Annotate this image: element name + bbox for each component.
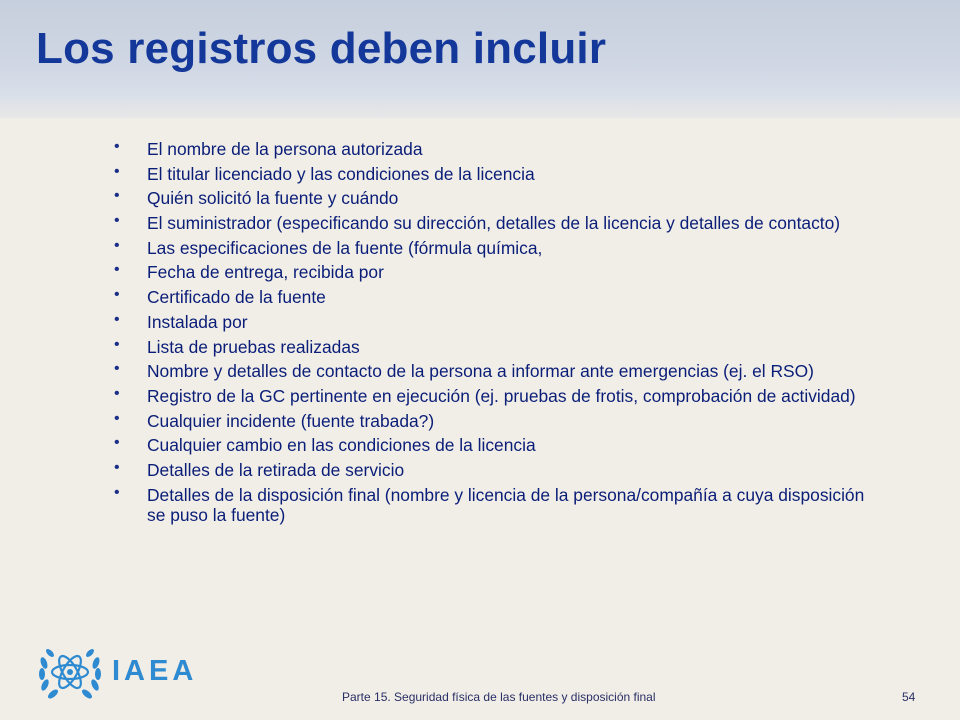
- bullet-dot: •: [114, 384, 120, 402]
- slide-title: Los registros deben incluir: [36, 24, 607, 73]
- bullet-text: Cualquier incidente (fuente trabada?): [147, 410, 435, 431]
- bullet-item: [114, 139, 874, 159]
- bullet-text: Fecha de entrega, recibida por: [147, 262, 384, 283]
- bullet-dot: •: [114, 286, 120, 304]
- bullet-dot: •: [114, 434, 120, 452]
- bullet-dot: •: [114, 360, 120, 378]
- bullet-text: Registro de la GC pertinente en ejecución (ej. pruebas de frotis, comprobación de actividad): [147, 385, 856, 406]
- bullet-dot: •: [114, 335, 120, 353]
- footer-text: Parte 15. Seguridad física de las fuentes y disposición final: [342, 690, 656, 704]
- bullet-text: Cualquier cambio en las condiciones de la licencia: [147, 435, 536, 456]
- bullet-text: El suministrador (especificando su dirección, detalles de la licencia y detalles de contacto): [147, 213, 841, 234]
- bullet-text: Detalles de la retirada de servicio: [147, 459, 405, 480]
- iaea-atom-laurel-icon: [34, 637, 106, 709]
- bullet-text: Lista de pruebas realizadas: [147, 336, 360, 357]
- bullet-item: [114, 188, 874, 208]
- bullet-dot: •: [114, 162, 120, 180]
- bullet-item: [114, 460, 874, 480]
- bullet-dot: •: [114, 212, 120, 230]
- bullet-item: [114, 312, 874, 332]
- bullet-text: El titular licenciado y las condiciones de la licencia: [147, 163, 535, 184]
- bullet-item: [114, 238, 874, 258]
- bullet-text: Quién solicitó la fuente y cuándo: [147, 188, 399, 209]
- bullet-dot: •: [114, 310, 120, 328]
- bullet-dot: •: [114, 187, 120, 205]
- iaea-logo-text: IAEA: [112, 655, 198, 687]
- bullet-item: [114, 337, 874, 357]
- bullet-text: Instalada por: [147, 311, 248, 332]
- bullet-item: [114, 164, 874, 184]
- bullet-item: [114, 213, 874, 233]
- bullet-text: Las especificaciones de la fuente (fórmula química,: [147, 237, 543, 258]
- bullet-dot: •: [114, 409, 120, 427]
- bullet-dot: •: [114, 458, 120, 476]
- bullet-item: [114, 262, 874, 282]
- bullet-item: [114, 485, 874, 525]
- bullet-item: [114, 287, 874, 307]
- bullet-dot: •: [114, 261, 120, 279]
- bullet-text: Nombre y detalles de contacto de la persona a informar ante emergencias (ej. el RSO): [147, 361, 814, 382]
- bullet-dot: •: [114, 236, 120, 254]
- bullet-dot: •: [114, 138, 120, 155]
- bullet-list: [114, 139, 874, 529]
- bullet-text: El nombre de la persona autorizada: [147, 139, 423, 159]
- bullet-text: Certificado de la fuente: [147, 287, 326, 308]
- bullet-item: [114, 361, 874, 381]
- page-number: 54: [902, 690, 916, 704]
- bullet-item: [114, 386, 874, 406]
- bullet-text: Detalles de la disposición final (nombre y licencia de la persona/compañía a cuya disposición se puso la fuente): [147, 484, 865, 525]
- bullet-item: [114, 435, 874, 455]
- bullet-dot: •: [114, 483, 120, 501]
- bullet-item: [114, 411, 874, 431]
